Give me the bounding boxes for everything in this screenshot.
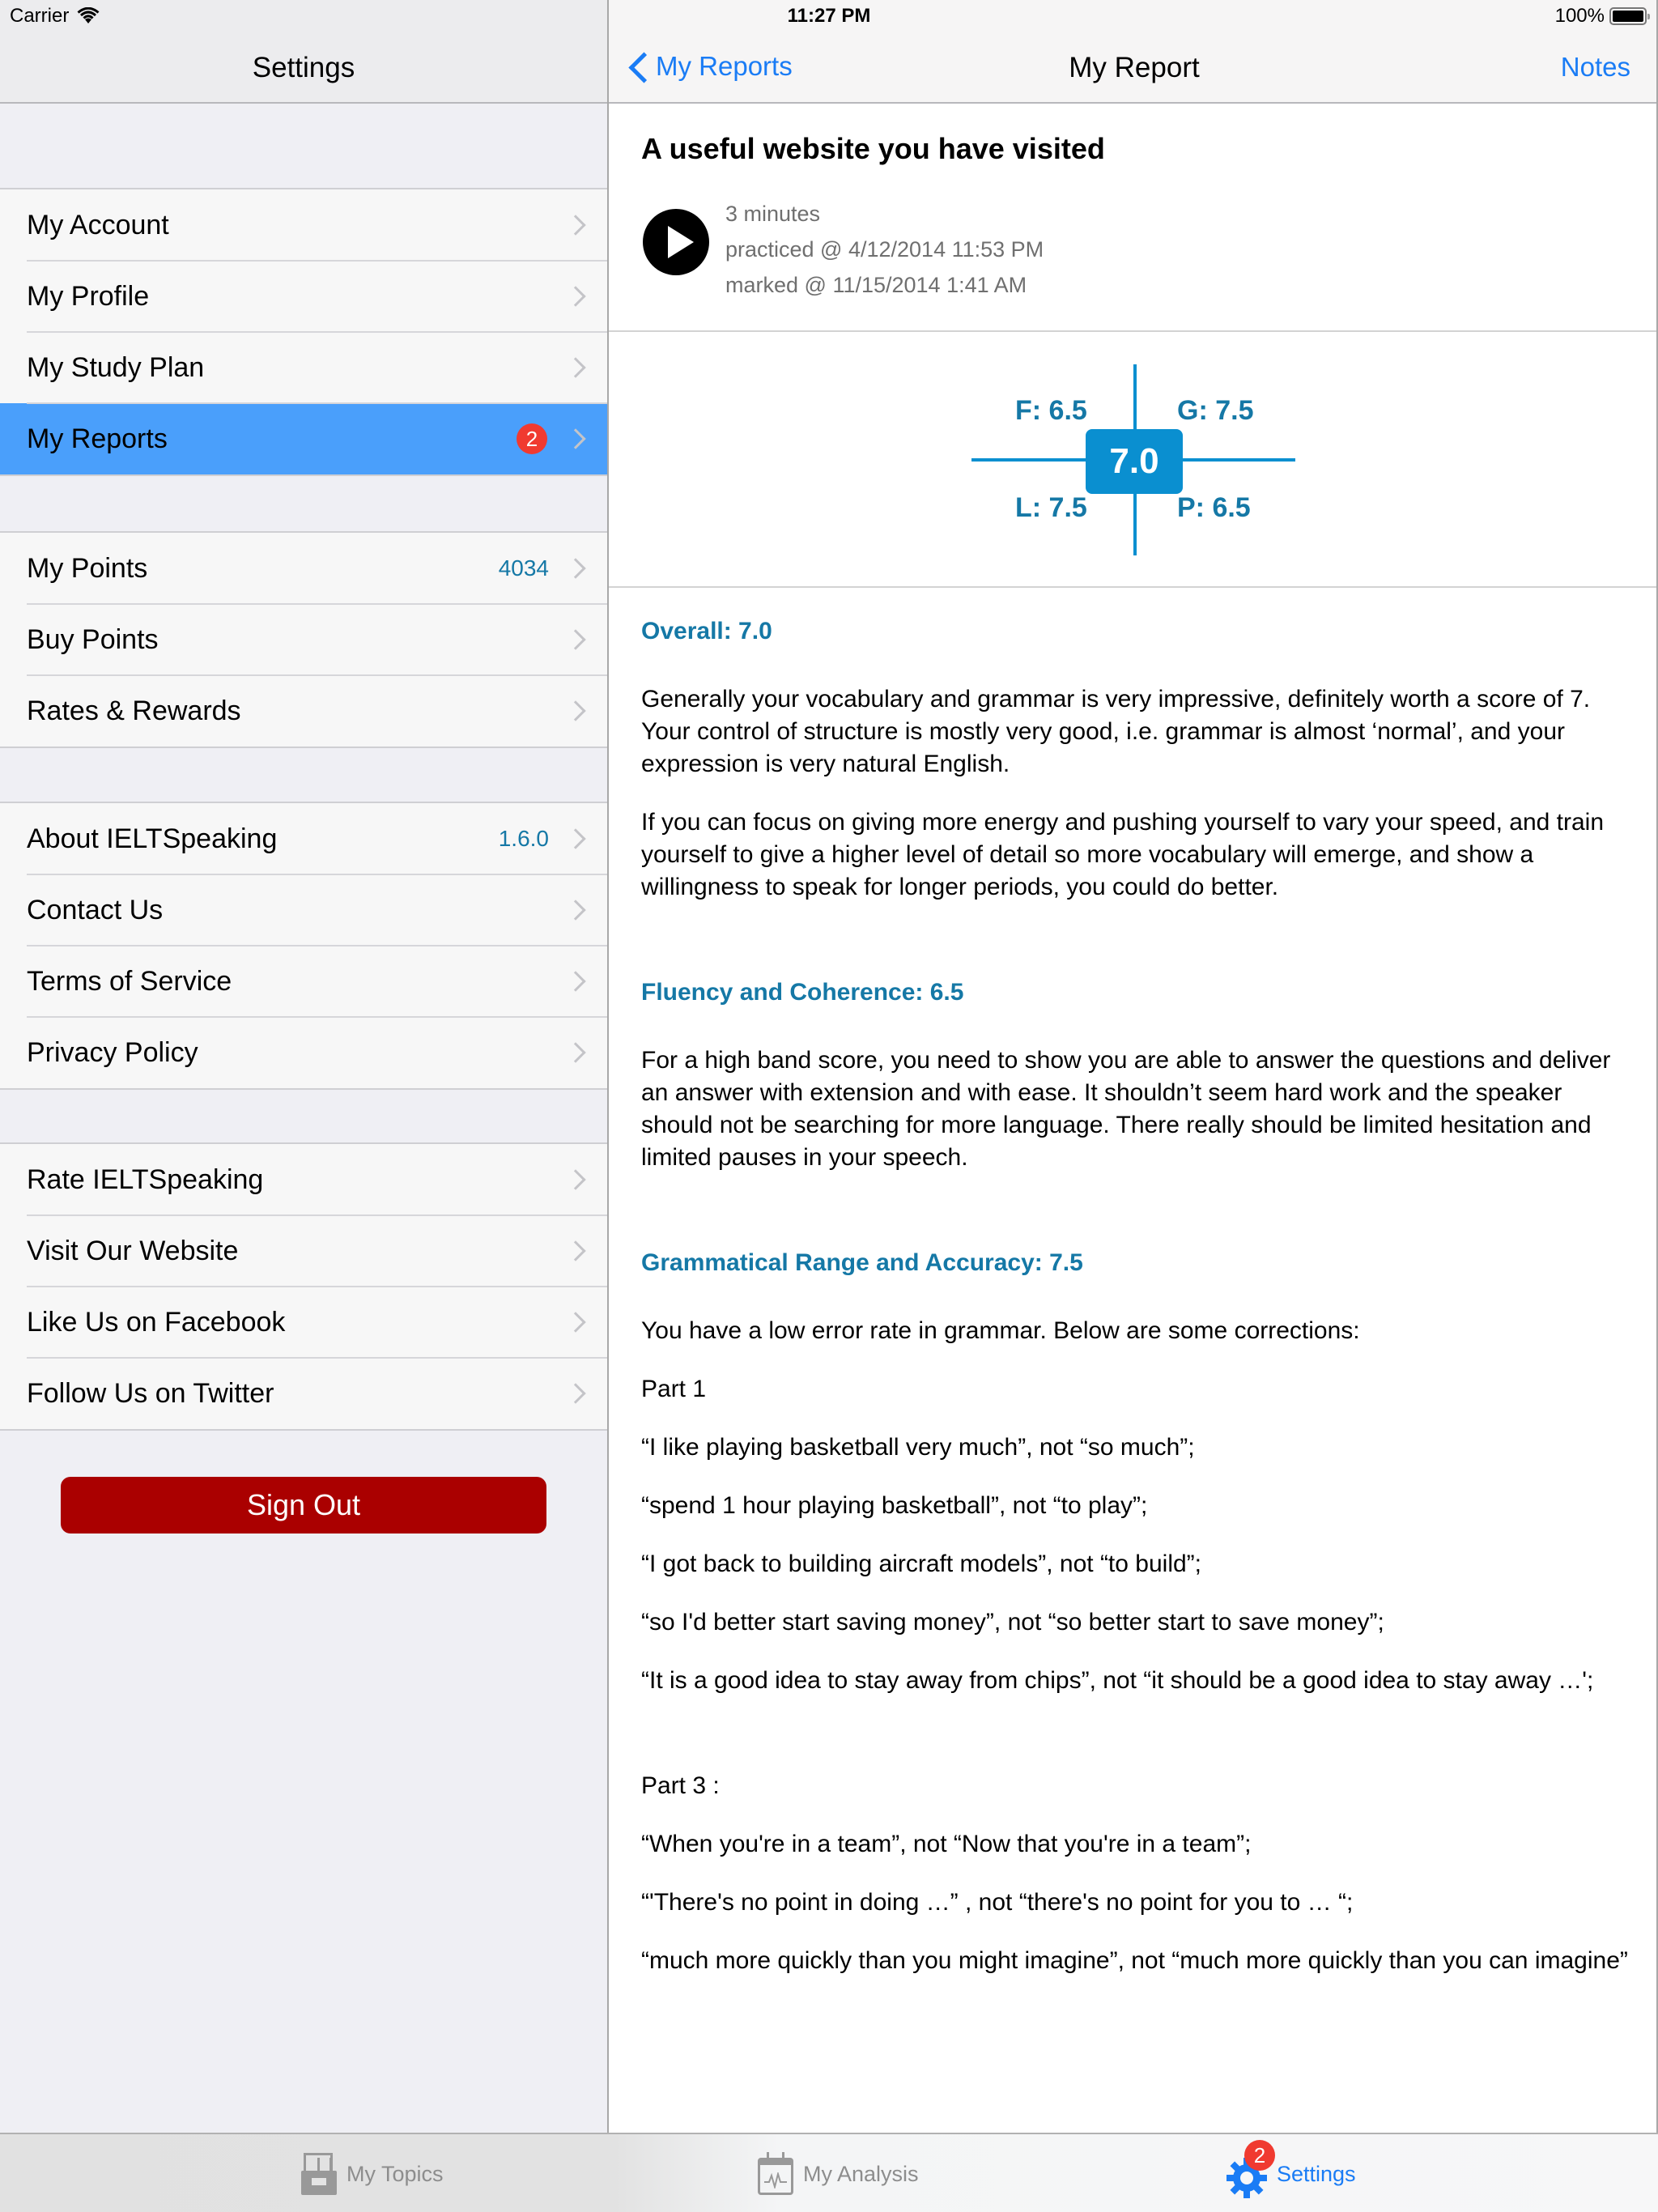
sidebar-item-rate-app[interactable] bbox=[0, 1144, 607, 1215]
report-meta bbox=[725, 196, 1044, 303]
chevron-right-icon bbox=[568, 1168, 583, 1192]
chevron-right-icon bbox=[568, 1040, 583, 1065]
carrier-label: Carrier bbox=[10, 5, 70, 27]
score-fluency: F: 6.5 bbox=[1015, 395, 1087, 426]
cell-label: Buy Points bbox=[27, 623, 159, 655]
chevron-right-icon bbox=[568, 284, 583, 308]
cell-label: Privacy Policy bbox=[27, 1036, 198, 1068]
report-topic-title: A useful website you have visited bbox=[641, 132, 1105, 165]
correction-item: “When you're in a team”, not “Now that you're in a team”; bbox=[641, 1831, 1252, 1857]
paragraph: You have a low error rate in grammar. Below are some corrections: bbox=[641, 1317, 1360, 1344]
correction-item: “so I'd better start saving money”, not “so better start to save money”; bbox=[641, 1609, 1384, 1636]
cell-label: My Account bbox=[27, 209, 169, 240]
cell-label: Rate IELTSpeaking bbox=[27, 1163, 264, 1195]
correction-item: “I like playing basketball very much”, not “so much”; bbox=[641, 1434, 1195, 1461]
settings-group-social bbox=[0, 1142, 607, 1431]
score-lexical: L: 7.5 bbox=[1015, 492, 1087, 523]
cell-label: My Points bbox=[27, 552, 148, 584]
chevron-right-icon bbox=[568, 1310, 583, 1334]
version-value: 1.6.0 bbox=[498, 826, 549, 851]
tab-my-analysis[interactable] bbox=[758, 2134, 919, 2212]
paragraph: Generally your vocabulary and grammar is very impressive, definitely worth a score of 7. Your control of structure is mostly very good, i.e. grammar is almost ‘normal’, and your expression is very natural English. bbox=[641, 686, 1591, 777]
correction-item: “spend 1 hour playing basketball”, not “to play”; bbox=[641, 1492, 1148, 1519]
chevron-right-icon bbox=[568, 556, 583, 581]
tab-label: My Analysis bbox=[803, 2161, 919, 2186]
settings-group-about bbox=[0, 802, 607, 1090]
cell-label: Contact Us bbox=[27, 894, 164, 925]
sidebar-item-my-reports[interactable] bbox=[0, 403, 607, 474]
chevron-right-icon bbox=[568, 213, 583, 237]
sidebar-item-facebook[interactable] bbox=[0, 1287, 607, 1358]
report-pane bbox=[607, 0, 1658, 2133]
back-label: My Reports bbox=[656, 51, 793, 81]
marked-date: marked @ 11/15/2014 1:41 AM bbox=[725, 273, 1027, 297]
sidebar-item-my-points[interactable] bbox=[0, 533, 607, 604]
sign-out-button[interactable]: Sign Out bbox=[61, 1477, 546, 1534]
settings-pane bbox=[0, 0, 607, 2133]
practiced-date: practiced @ 4/12/2014 11:53 PM bbox=[725, 237, 1044, 262]
sidebar-item-my-account[interactable] bbox=[0, 189, 607, 261]
score-overall: 7.0 bbox=[1086, 429, 1183, 494]
tab-label: My Topics bbox=[346, 2161, 444, 2186]
chevron-right-icon bbox=[568, 699, 583, 723]
score-summary bbox=[609, 334, 1656, 588]
duration: 3 minutes bbox=[725, 202, 821, 226]
cell-label: Visit Our Website bbox=[27, 1235, 239, 1266]
cell-label: My Study Plan bbox=[27, 351, 205, 383]
chevron-right-icon bbox=[568, 898, 583, 922]
chevron-right-icon bbox=[568, 427, 583, 451]
sidebar-item-rates-rewards[interactable] bbox=[0, 675, 607, 747]
paragraph: If you can focus on giving more energy and pushing yourself to vary your speed, and train yourself to give a higher level of detail so more vocabulary will emerge, and show a willingness to speak for longer periods, you could do better. bbox=[641, 809, 1605, 900]
cell-label: My Profile bbox=[27, 280, 150, 312]
status-bar bbox=[0, 0, 1658, 32]
status-time: 11:27 PM bbox=[787, 5, 871, 27]
paragraph: For a high band score, you need to show you are able to answer the questions and deliver an answer with extension and with ease. It shouldn’t seem hard work and the speaker should not be searching for more language. There really should be limited hesitation and limited pauses in your speech. bbox=[641, 1047, 1611, 1171]
sidebar-item-terms[interactable] bbox=[0, 946, 607, 1017]
calendar-pulse-icon bbox=[758, 2153, 793, 2195]
sidebar-item-visit-website[interactable] bbox=[0, 1215, 607, 1287]
cell-label: Terms of Service bbox=[27, 965, 232, 997]
cell-label: About IELTSpeaking bbox=[27, 823, 278, 854]
score-pronunciation: P: 6.5 bbox=[1177, 492, 1251, 523]
section-heading-fluency: Fluency and Coherence: 6.5 bbox=[641, 979, 964, 1006]
chevron-right-icon bbox=[568, 969, 583, 993]
sidebar-item-contact-us[interactable] bbox=[0, 874, 607, 946]
part-label: Part 3 : bbox=[641, 1772, 720, 1799]
chevron-right-icon bbox=[568, 627, 583, 652]
chevron-right-icon bbox=[568, 1381, 583, 1406]
cell-label: Rates & Rewards bbox=[27, 695, 241, 726]
points-value: 4034 bbox=[498, 555, 549, 581]
score-grammar: G: 7.5 bbox=[1177, 395, 1254, 426]
sidebar-item-my-study-plan[interactable] bbox=[0, 332, 607, 403]
settings-group-points bbox=[0, 531, 607, 748]
correction-item: “It is a good idea to stay away from chips”, not “it should be a good idea to stay away …'; bbox=[641, 1667, 1594, 1694]
settings-group-account bbox=[0, 188, 607, 476]
report-header bbox=[609, 105, 1656, 332]
tab-my-topics[interactable] bbox=[301, 2134, 444, 2212]
cell-label: Like Us on Facebook bbox=[27, 1306, 286, 1338]
reports-badge: 2 bbox=[517, 423, 547, 454]
sidebar-item-about[interactable] bbox=[0, 803, 607, 874]
tab-bar bbox=[0, 2133, 1658, 2212]
correction-item: “I got back to building aircraft models”, not “to build”; bbox=[641, 1551, 1201, 1577]
report-title-bar: My Report bbox=[1069, 52, 1200, 83]
correction-item: “'There's no point in doing …” , not “there's no point for you to … “; bbox=[641, 1889, 1354, 1916]
tab-settings[interactable] bbox=[1226, 2134, 1356, 2212]
section-heading-grammar: Grammatical Range and Accuracy: 7.5 bbox=[641, 1249, 1083, 1276]
settings-title: Settings bbox=[252, 52, 355, 83]
cell-label: Follow Us on Twitter bbox=[27, 1377, 274, 1409]
part-label: Part 1 bbox=[641, 1376, 707, 1402]
sidebar-item-privacy[interactable] bbox=[0, 1017, 607, 1088]
chevron-right-icon bbox=[568, 1239, 583, 1263]
chevron-right-icon bbox=[568, 355, 583, 380]
topics-box-icon bbox=[301, 2153, 337, 2195]
notes-button[interactable]: Notes bbox=[1560, 52, 1630, 82]
correction-item: “much more quickly than you might imagine”, not “much more quickly than you can imagine” bbox=[641, 1947, 1628, 1974]
battery-indicator bbox=[1555, 5, 1647, 28]
section-heading-overall: Overall: 7.0 bbox=[641, 618, 772, 644]
battery-percent: 100% bbox=[1554, 5, 1605, 27]
sidebar-item-my-profile[interactable] bbox=[0, 261, 607, 332]
play-button[interactable] bbox=[643, 209, 709, 275]
battery-icon bbox=[1609, 7, 1647, 25]
tab-label: Settings bbox=[1277, 2161, 1356, 2186]
sidebar-item-twitter[interactable] bbox=[0, 1358, 607, 1429]
gear-icon bbox=[1226, 2142, 1267, 2195]
report-body bbox=[641, 615, 1629, 2003]
sidebar-item-buy-points[interactable] bbox=[0, 604, 607, 675]
cell-label: My Reports bbox=[27, 423, 168, 454]
settings-tab-badge: 2 bbox=[1244, 2140, 1275, 2171]
chevron-right-icon bbox=[568, 827, 583, 851]
